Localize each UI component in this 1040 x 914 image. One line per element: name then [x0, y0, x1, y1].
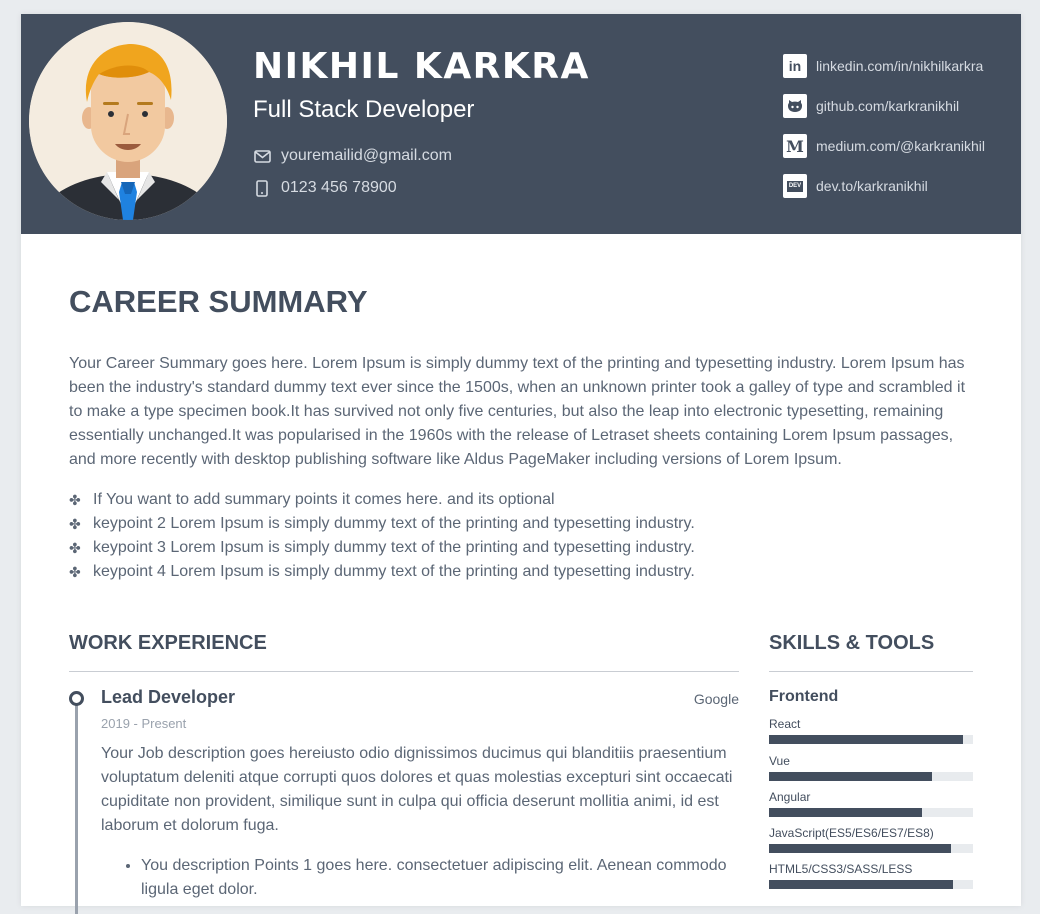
skills-heading: SKILLS & TOOLS [769, 632, 935, 654]
devto-icon: DEV [783, 174, 807, 198]
skill-bar [769, 844, 973, 853]
bullet-icon: ✤ [69, 564, 81, 580]
skill-label: Vue [769, 754, 790, 768]
skill-label: Angular [769, 790, 811, 804]
email-icon [253, 147, 271, 165]
social-label: dev.to/karkranikhil [816, 178, 928, 194]
work-experience-heading: WORK EXPERIENCE [69, 632, 267, 654]
linkedin-icon: in [783, 54, 807, 78]
profile-name: NIKHIL KARKRA [253, 46, 590, 87]
timeline-dot-icon [69, 691, 84, 706]
profile-title: Full Stack Developer [253, 96, 475, 123]
job-points [141, 854, 741, 902]
skill-bar [769, 808, 973, 817]
medium-icon: M [783, 134, 807, 158]
resume-page [21, 14, 1021, 906]
skill-bar [769, 880, 973, 889]
skill-bar-fill [769, 844, 951, 853]
timeline-line [75, 704, 78, 914]
resume-header [21, 14, 1021, 234]
skill-label: HTML5/CSS3/SASS/LESS [769, 862, 913, 876]
contact-email[interactable] [253, 145, 452, 167]
skill-item [769, 790, 973, 817]
social-link-github[interactable] [783, 94, 959, 118]
contact-phone[interactable] [253, 177, 397, 199]
profile-avatar [29, 22, 227, 220]
list-item: • You description Points 1 goes here. consectetuer adipiscing elit. Aenean commodo ligula eget dolor. [141, 854, 741, 902]
skill-bar [769, 735, 973, 744]
skill-item [769, 717, 973, 744]
job-description: Your Job description goes hereiusto odio dignissimos ducimus qui blanditiis praesentium voluptatum deleniti atque corrupti quos dolores et quas molestias excepturi sint occaecati cupiditate non provident, similique sunt in culpa qui officia deserunt mollitia animi, id est laborum et dolorum fuga. [101, 745, 733, 834]
divider [69, 671, 739, 672]
list-item: ✤ keypoint 3 Lorem Ipsum is simply dummy text of the printing and typesetting industry. [69, 536, 973, 560]
skill-item [769, 862, 973, 889]
github-icon [783, 94, 807, 118]
skill-bar-fill [769, 772, 932, 781]
skill-group-title: Frontend [769, 688, 839, 705]
job-role: Lead Developer [101, 687, 236, 707]
bullet-icon: ✤ [69, 492, 81, 508]
skill-bar-fill [769, 808, 922, 817]
skill-bar-fill [769, 735, 963, 744]
skill-label: React [769, 717, 801, 731]
bullet-icon: ✤ [69, 540, 81, 556]
list-item: ✤ keypoint 2 Lorem Ipsum is simply dummy text of the printing and typesetting industry. [69, 512, 973, 536]
skill-bar [769, 772, 973, 781]
divider [769, 671, 973, 672]
skill-item [769, 754, 973, 781]
bullet-icon: ✤ [69, 516, 81, 532]
list-item: ✤ keypoint 4 Lorem Ipsum is simply dummy text of the printing and typesetting industry. [69, 560, 973, 584]
list-item: ✤ If You want to add summary points it comes here. and its optional [69, 488, 973, 512]
social-link-linkedin[interactable] [783, 54, 983, 78]
skill-bar-fill [769, 880, 953, 889]
avatar-illustration [29, 22, 227, 220]
phone-text: 0123 456 78900 [281, 179, 397, 196]
skill-label: JavaScript(ES5/ES6/ES7/ES8) [769, 826, 934, 840]
social-label: linkedin.com/in/nikhilkarkra [816, 58, 984, 74]
social-link-medium[interactable] [783, 134, 985, 158]
career-summary-heading: CAREER SUMMARY [69, 284, 368, 319]
job-period: 2019 - Present [101, 716, 187, 731]
phone-icon [253, 179, 271, 197]
social-label: medium.com/@karkranikhil [816, 138, 986, 154]
skill-item [769, 826, 973, 853]
email-text: youremailid@gmail.com [281, 147, 452, 164]
summary-keypoints [69, 488, 973, 584]
job-company: Google [693, 691, 739, 707]
social-label: github.com/karkranikhil [816, 98, 960, 114]
career-summary-text: Your Career Summary goes here. Lorem Ipsum is simply dummy text of the printing and typesetting industry. Lorem Ipsum has been the industry's standard dummy text ever since the 1500s, when an unknown printer took a galley of type and scrambled it to make a type specimen book.It has survived not only five centuries, but also the leap into electronic typesetting, remaining essentially unchanged.It was popularised in the 1960s with the release of Letraset sheets containing Lorem Ipsum passages, and more recently with desktop publishing software like Aldus PageMaker including versions of Lorem Ipsum. [69, 355, 966, 468]
social-link-devto[interactable] [783, 174, 928, 198]
